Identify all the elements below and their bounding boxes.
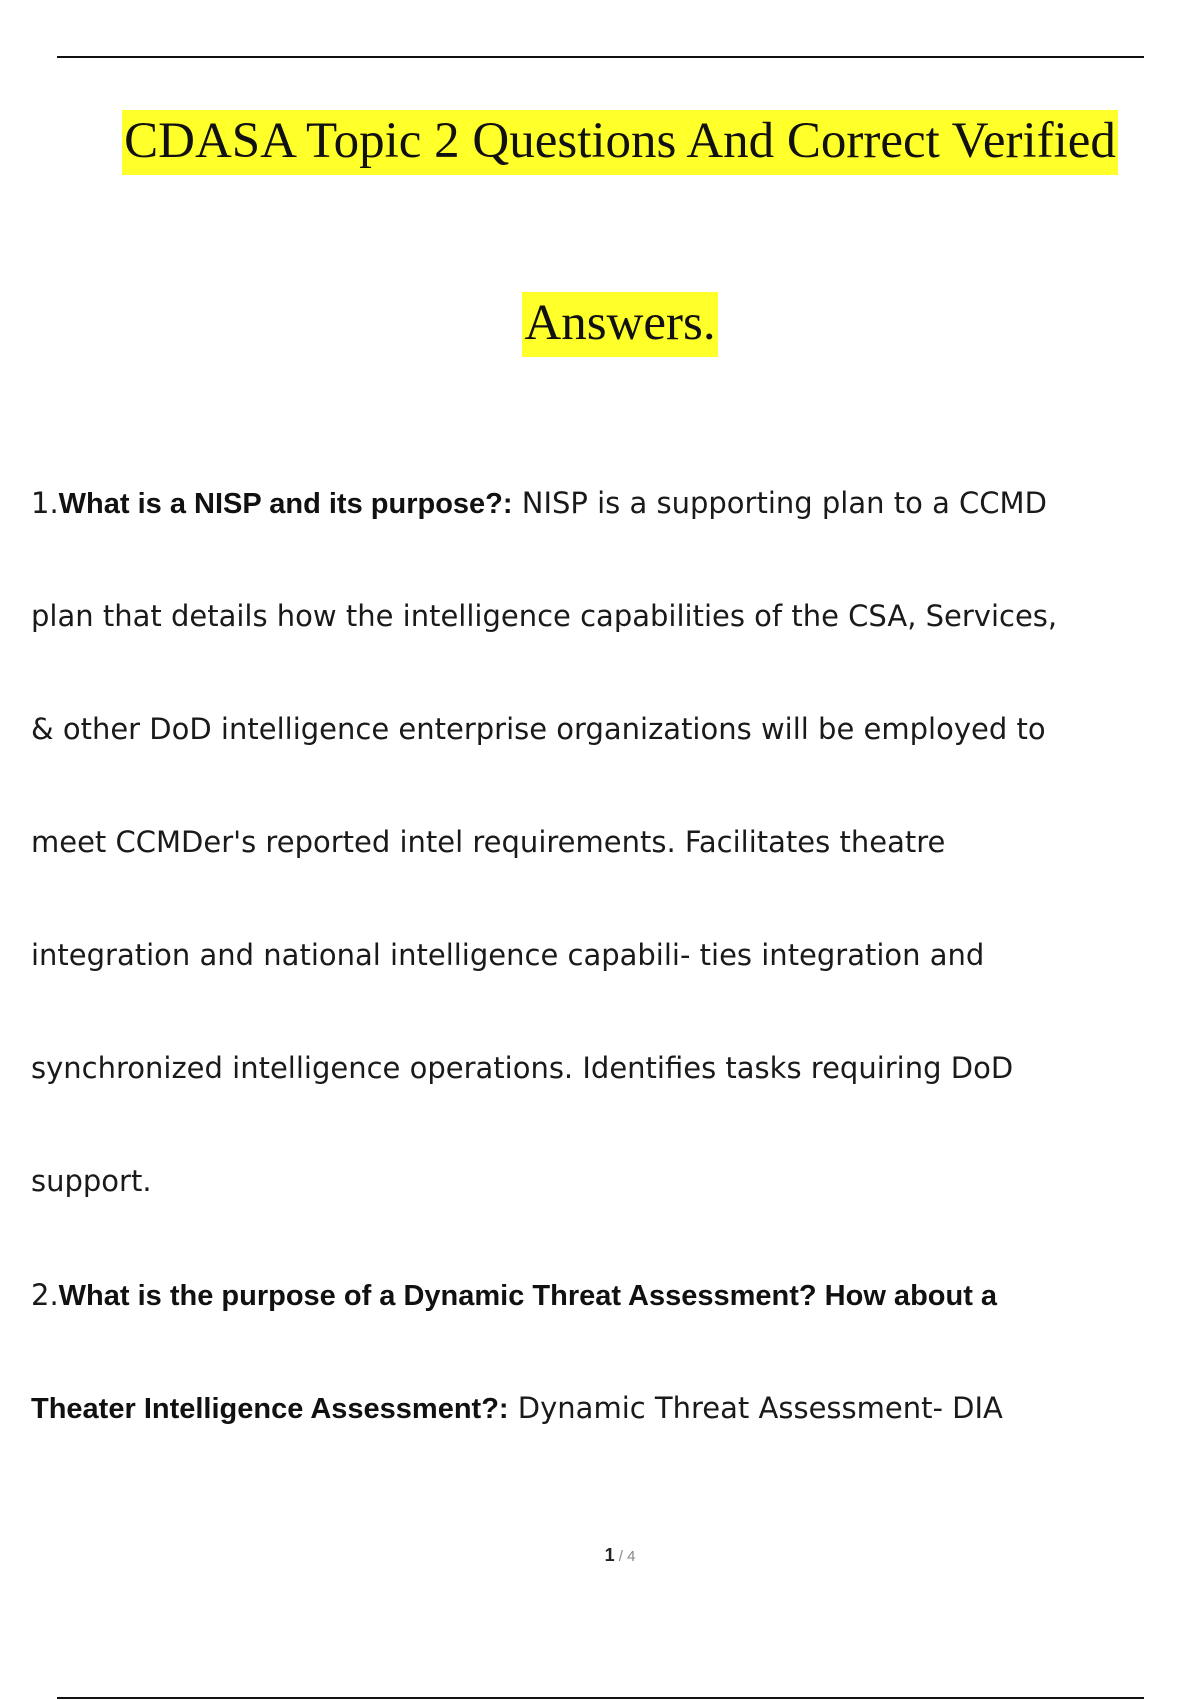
item-2-line-2: [31, 1391, 1181, 1425]
item-1-answer-line-6: synchronized intelligence operations. Identifies tasks requiring DoD: [31, 1051, 1014, 1085]
item-1-answer-line-7: support.: [31, 1164, 152, 1198]
page-number: [0, 1545, 1200, 1566]
title-highlight-2: Answers.: [522, 292, 717, 357]
item-2-answer-line-1: Dynamic Threat Assessment- DIA: [508, 1391, 1003, 1425]
item-1-question: What is a NISP and its purpose?:: [58, 488, 513, 520]
document-title-line-1: [0, 113, 1200, 169]
item-1-answer-line-2: plan that details how the intelligence capabilities of the CSA, Services,: [31, 599, 1058, 633]
item-1-answer-line-1: NISP is a supporting plan to a CCMD: [512, 486, 1047, 520]
item-2-question-line-2: Theater Intelligence Assessment?:: [31, 1393, 509, 1425]
item-1-answer-line-4: meet CCMDer's reported intel requirements. Facilitates theatre: [31, 825, 946, 859]
title-highlight-1: CDASA Topic 2 Questions And Correct Verified: [122, 110, 1118, 175]
top-rule: [57, 56, 1144, 58]
item-2-line-1: [31, 1278, 1181, 1312]
document-title-line-2: [0, 295, 1200, 351]
page-separator: /: [614, 1548, 628, 1565]
item-1-line-1: [31, 486, 1181, 520]
item-2-question-line-1: What is the purpose of a Dynamic Threat Assessment? How about a: [58, 1280, 998, 1312]
current-page: 1: [604, 1545, 615, 1565]
bottom-rule: [57, 1697, 1144, 1699]
total-pages: 4: [627, 1548, 636, 1565]
item-1-answer-line-3: & other DoD intelligence enterprise organizations will be employed to: [31, 712, 1046, 746]
item-1-answer-line-5: integration and national intelligence capabili- ties integration and: [31, 938, 985, 972]
item-2-number: 2.: [31, 1278, 59, 1312]
item-1-number: 1.: [31, 486, 59, 520]
